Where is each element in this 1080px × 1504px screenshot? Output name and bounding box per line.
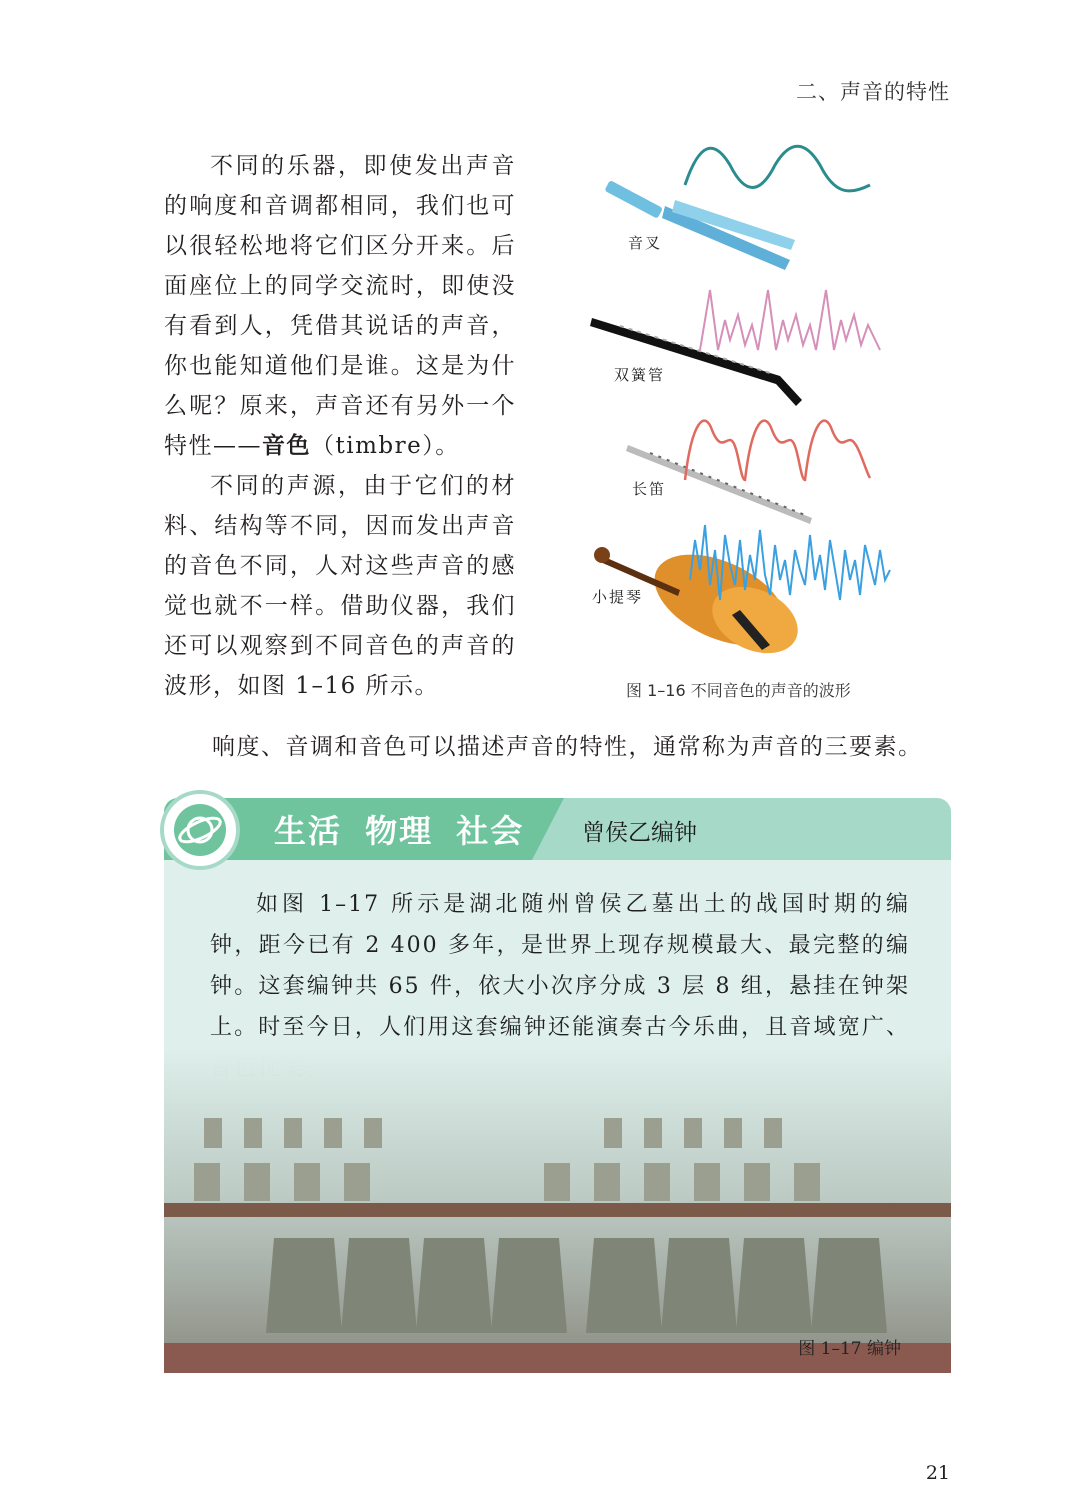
planet-icon (160, 790, 240, 870)
figure-caption-1-17: 图 1–17 编钟 (798, 1339, 901, 1359)
figure-waveforms (580, 140, 910, 720)
label-tuning-fork: 音叉 (628, 234, 663, 252)
sidebar-title: 生活 物理 社会 (274, 812, 525, 850)
sidebar-subtitle: 曾侯乙编钟 (582, 820, 697, 846)
figure-caption-1-16: 图 1–16 不同音色的声音的波形 (626, 681, 851, 700)
sidebar-paragraph: 如图 1–17 所示是湖北随州曾侯乙墓出土的战国时期的编钟，距今已有 2 400 多年，是世界上现存规模最大、最完整的编钟。这套编钟共 65 件，依大小次序分成 3 层 8 组，悬挂在钟架上。时至今日，人们用这套编钟还能演奏古今乐曲，且音域宽广、 (210, 892, 910, 1040)
body-text (164, 146, 516, 706)
label-oboe: 双簧管 (614, 366, 666, 384)
label-flute: 长笛 (632, 480, 667, 498)
oboe-wave (700, 290, 880, 350)
chapter-section-title: 二、声音的特性 (796, 80, 950, 104)
tuning-fork-wave (685, 146, 870, 191)
page-number: 21 (925, 1462, 950, 1484)
sidebar-header (164, 798, 951, 860)
oboe-image (590, 318, 802, 406)
flute-wave (685, 421, 870, 480)
sidebar-box (164, 798, 951, 1373)
paragraph-timbre-source: 不同的声源，由于它们的材料、结构等不同，因而发出声音的音色不同，人对这些声音的感觉也就不一样。借助仪器，我们还可以观察到不同音色的声音的波形，如图 1–16 所示。 (164, 473, 516, 699)
tuning-fork-image (604, 180, 795, 270)
term-timbre: 音色 (262, 433, 311, 459)
bells-photo (164, 1048, 951, 1373)
summary-sentence: 响度、音调和音色可以描述声音的特性，通常称为声音的三要素。 (212, 734, 923, 760)
label-violin: 小提琴 (592, 588, 644, 606)
paragraph-timbre-intro: 不同的乐器，即使发出声音的响度和音调都相同，我们也可以很轻松地将它们区分开来。后面座位上的同学交流时，即使没有看到人，凭借其说话的声音，你也能知道他们是谁。这是为什么呢？原来，声音还有另外一个特性——音色（timbre）。 (164, 153, 516, 459)
